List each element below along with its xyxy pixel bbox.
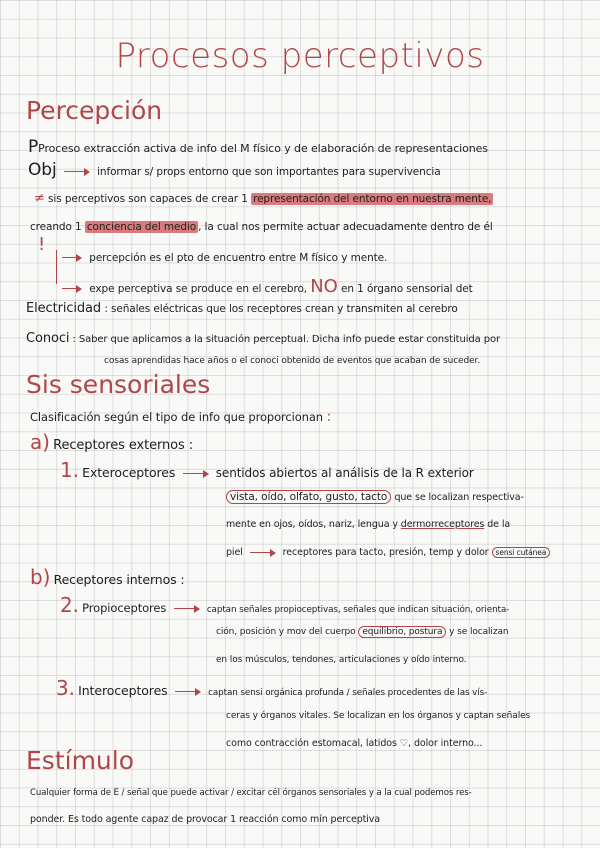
arrow-right-icon [62,285,82,293]
exclamation-mark: ! [38,234,46,255]
exteroceptores-line: 1. Exteroceptores sentidos abiertos al análisis de la R exterior [60,458,474,482]
arrow-right-icon [175,688,201,696]
receptores-externos: a) Receptores externos : [30,430,194,454]
no-emphasis: NO [310,276,338,297]
exteroceptores-organs: mente en ojos, oídos, nariz, lengua y dermorreceptores de la [226,519,511,530]
obj-text: informar s/ props entorno que son importantes para supervivencia [97,166,441,178]
electricidad-line: Electricidad : señales eléctricas que los receptores crean y transmiten al cerebro [26,301,458,316]
conocimiento-line-2: cosas aprendidas hace años o el conoci obtenido de eventos que acaban de suceder. [104,356,481,366]
perceptive-systems-line: ≠ sis perceptivos son capaces de crear 1 representación del entorno en nuestra mente, [34,191,492,206]
arrow-right-icon [174,605,200,613]
percepcion-sub2: expe perceptiva se produce en el cerebro, NO en 1 órgano sensorial det [58,276,473,297]
conciencia-line: creando 1 conciencia del medio , la cual nos permite actuar adecuadamente dentro de él [30,221,493,233]
objective-line [28,160,441,180]
page-title: Procesos perceptivos [115,36,485,76]
interoceptores-line: 3. Interoceptores captan sensi orgánica profunda / señales procedentes de las vís- [56,676,488,700]
section-heading-estimulo: Estímulo [26,746,135,775]
propioceptores-line-3: en los músculos, tendones, articulaciones y oído interno. [216,655,467,665]
propioceptores-line-2: ción, posición y mov del cuerpo equilibrio, postura y se localizan [216,627,509,637]
arrow-right-icon [183,470,209,478]
not-equal-icon: ≠ [34,191,45,206]
arrow-right-icon [62,254,82,262]
arrow-right-icon [64,168,90,176]
obj-label: Obj [28,160,57,180]
clasificacion-line: Clasificación según el tipo de info que proporcionan : [30,409,332,425]
equilibrio-circled: equilibrio, postura [358,626,446,638]
number-2: 2. [60,593,79,617]
interoceptores-line-3: como contracción estomacal, latidos ♡, dolor interno... [226,738,483,749]
letter-a: a) [30,430,50,454]
number-1: 1. [60,458,79,482]
electricidad-label: Electricidad [26,301,102,316]
propioceptores-line: 2. Propioceptores captan señales propioceptivas, señales que indican situación, orienta- [60,593,510,617]
estimulo-line-1: Cualquier forma de E / señal que puede activar / excitar cél órganos sensoriales y a la cual podemos res- [30,788,472,798]
arrow-right-icon [250,549,276,557]
exteroceptores-senses: vista, oído, olfato, gusto, tacto que se localizan respectiva- [226,491,524,503]
highlight-conciencia: conciencia del medio [86,221,197,233]
percepcion-definition: PProceso extracción activa de info del M físico y de elaboración de representaciones [28,137,488,157]
dermorreceptores-underlined: dermorreceptores [400,519,485,530]
estimulo-line-2: ponder. Es todo agente capaz de provocar 1 reacción como mín perceptiva [30,814,381,825]
section-heading-sis-sensoriales: Sis sensoriales [26,370,211,399]
highlight-representacion: representación del entorno en nuestra mente, [253,193,492,205]
interoceptores-label: Interoceptores [78,683,168,698]
section-heading-percepcion: Percepción [26,96,163,125]
number-3: 3. [56,676,75,700]
conoci-label: Conoci [26,331,70,346]
interoceptores-line-2: ceras y órganos vitales. Se localizan en los órganos y captan señales [226,711,531,721]
sensi-cutanea-circled: sensi cutánea [492,547,551,558]
receptores-internos: b) Receptores internos : [30,565,185,589]
bracket-line [56,250,57,284]
exteroceptores-label: Exteroceptores [82,465,176,480]
exteroceptores-piel: piel receptores para tacto, presión, temp y dolor sensi cutánea [226,547,550,558]
propioceptores-label: Propioceptores [82,601,167,615]
conocimiento-line: Conoci : Saber que aplicamos a la situación perceptual. Dicha info puede estar constituida por [26,331,501,346]
percepcion-sub1: percepción es el pto de encuentro entre M físico y mente. [58,252,387,264]
letter-b: b) [30,565,51,589]
senses-circled: vista, oído, olfato, gusto, tacto [226,490,391,504]
